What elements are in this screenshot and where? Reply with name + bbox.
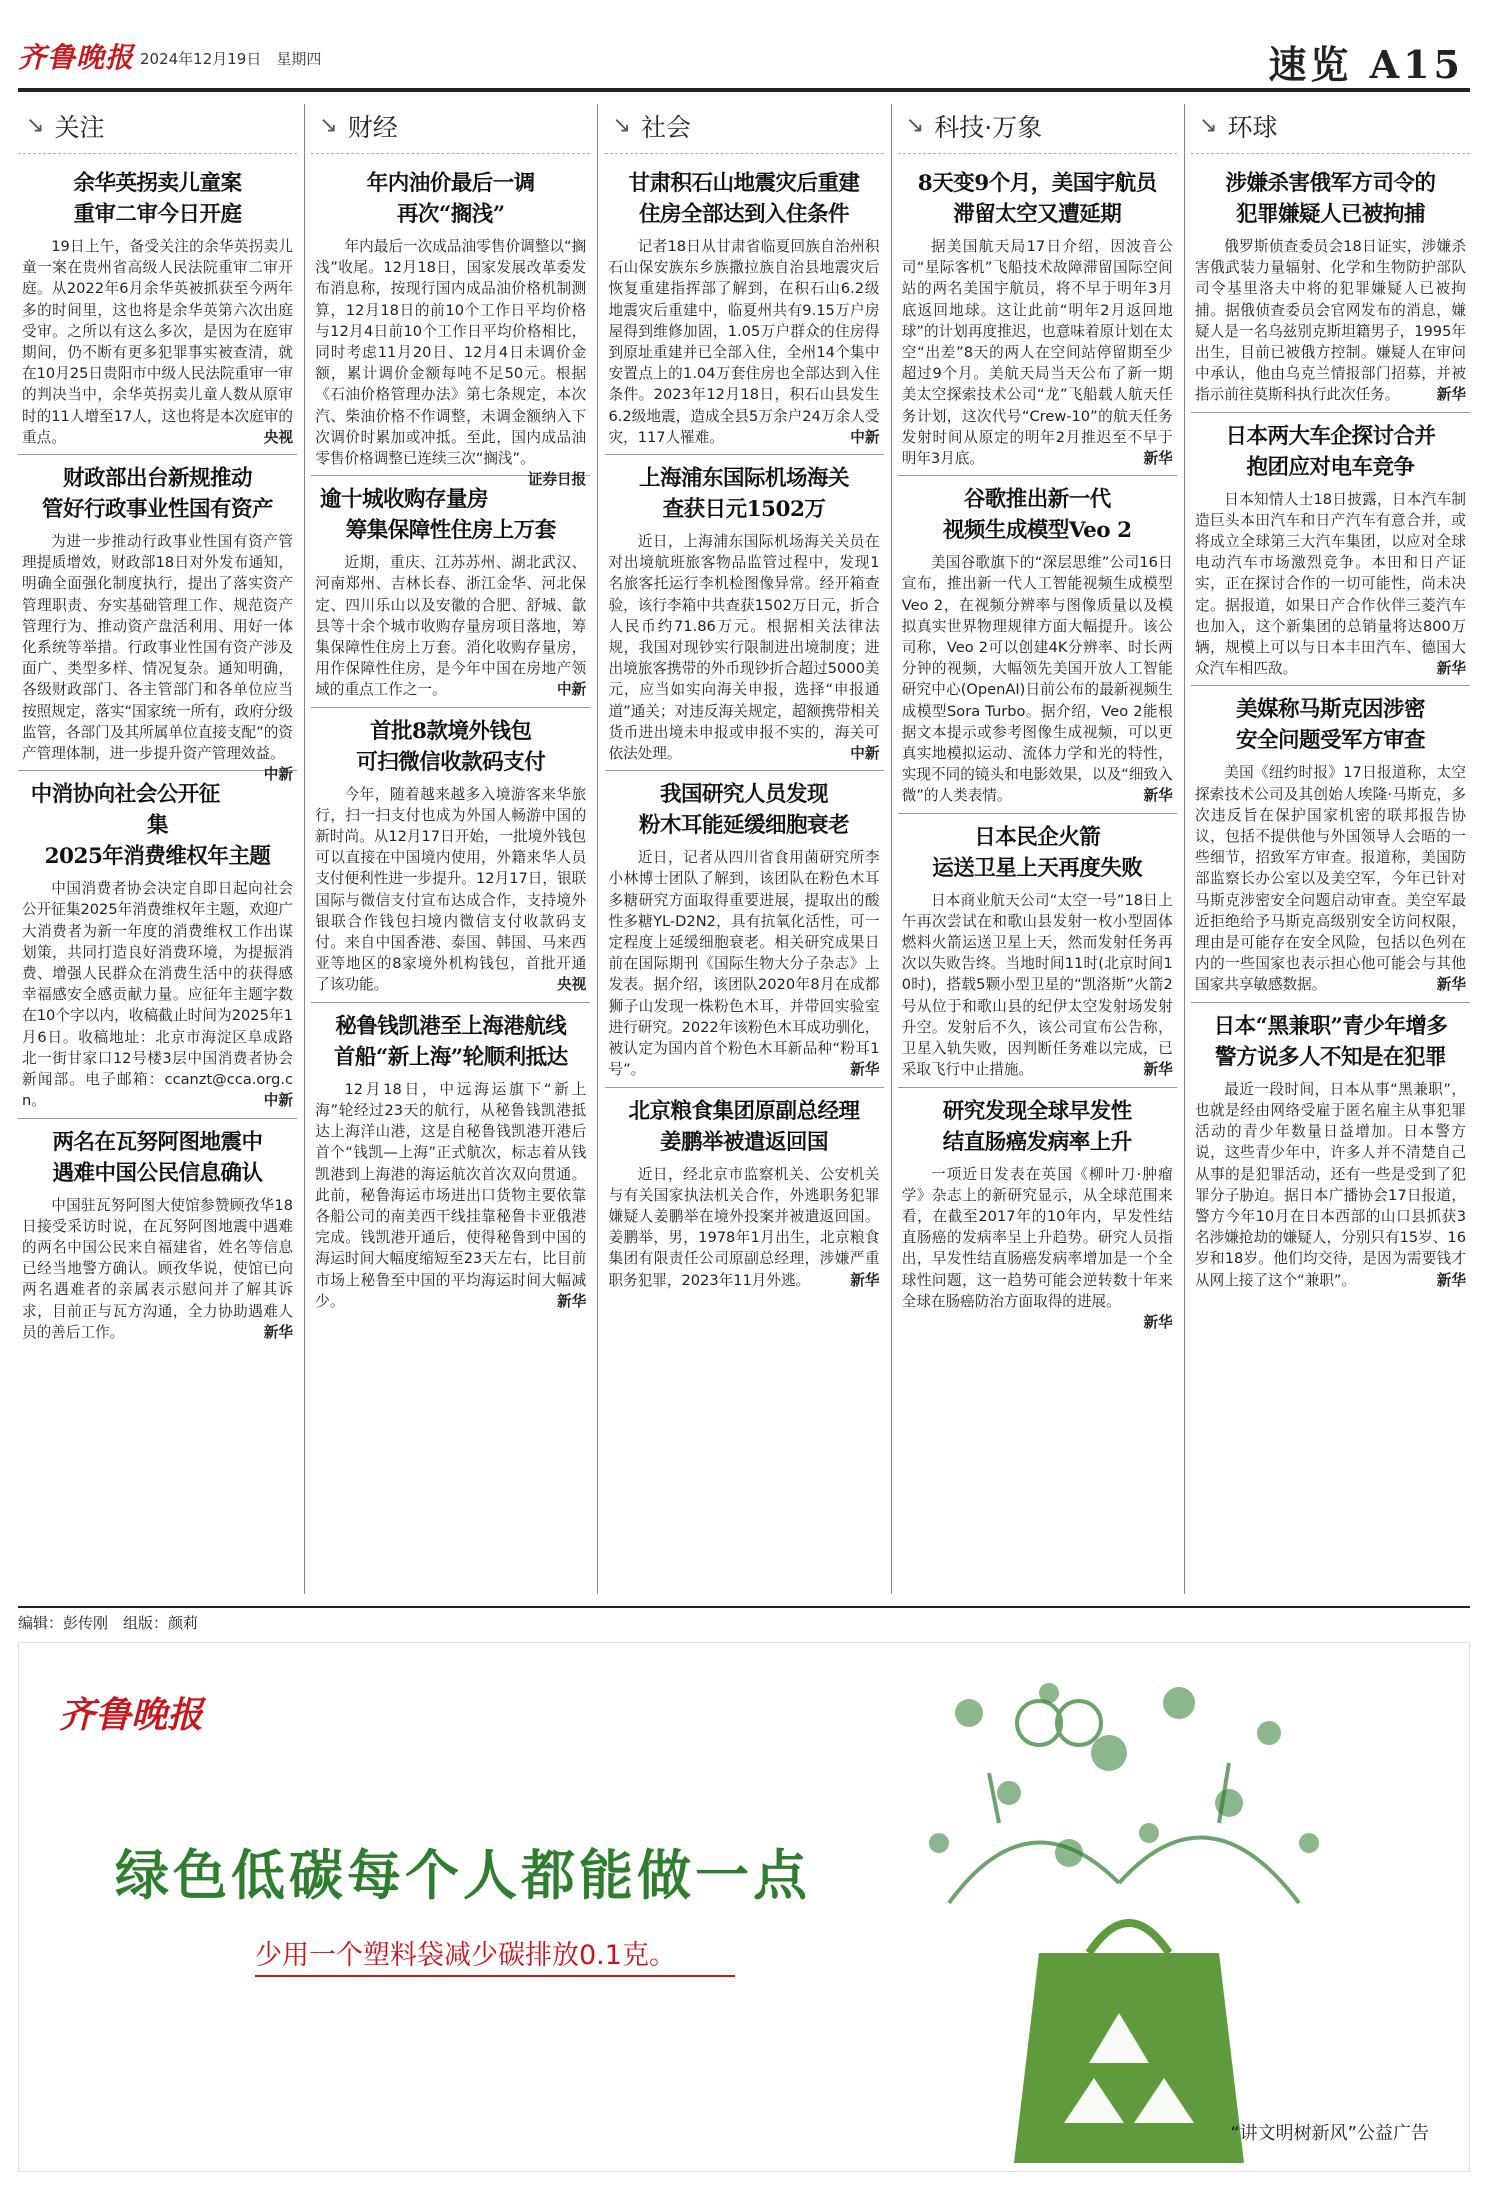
article-headline: 研究发现全球早发性 结直肠癌发病率上升 xyxy=(942,1098,1132,1155)
article xyxy=(1191,160,1470,412)
article-headline: 甘肃积石山地震灾后重建 住房全部达到入住条件 xyxy=(628,171,860,227)
article-body xyxy=(22,531,293,784)
ad-subtitle: 少用一个塑料袋减少碳排放0.1克。 xyxy=(255,1940,676,1971)
article xyxy=(898,813,1177,1087)
ad-headline: 绿色低碳每个人都能做一点 xyxy=(115,1844,811,1907)
article-source: 新华 xyxy=(850,1271,880,1289)
arrow-icon: ↘ xyxy=(1199,113,1218,138)
arrow-icon: ↘ xyxy=(612,113,631,138)
article-text: 近日，记者从四川省食用菌研究所李小林博士团队了解到，该团队在粉色木耳多糖研究方面取得重要进展，提取出的酸性多糖YL-D2N2，具有抗氧化活性，可一定程度上延缓细胞衰老。相关研究成果日前在国际期刊《国际生物大分子杂志》上发表。据介绍，该团队2020年8月在成都狮子山发现一株粉色木耳，并带回实验室进行研究。2022年该粉色木耳成功驯化，被认定为国内首个粉色木耳新品种“粉耳1号”。 xyxy=(608,849,880,1079)
column-title: 社会 xyxy=(640,112,691,142)
article-body xyxy=(22,1195,293,1343)
article-body xyxy=(902,236,1173,469)
article xyxy=(311,1002,590,1318)
article-text: 最近一段时间，日本从事“黑兼职”，也就是经由网络受雇于匿名雇主从事犯罪活动的青少年数量日益增加。日本警方说，这些青少年中，许多人并不清楚自己从事的是犯罪活动，还有一些是受到了犯罪分子胁迫。据日本广播协会17日报道，警方今年10月在日本西部的山口县抓获3名涉嫌抢劫的嫌疑人，分别只有15岁、16岁和18岁。他们均交待，是因为需要钱才从网上接了这个“兼职”。 xyxy=(1195,1080,1466,1289)
article-text: 美国谷歌旗下的“深层思维”公司16日宣布，推出新一代人工智能视频生成模型Veo 2，在视频分辨率与图像质量以及模拟真实世界物理规律方面大幅提升。该公司称，Veo 2可以创建4K分辨率、时长两分钟的视频，大幅领先美国开放人工智能研究中心(OpenAI)日前公布的最新视频生成模型Sora Turbo。据介绍，Veo 2能根据文本提示或参考图像生成视频，可以更真实地模拟运动、流体力学和光的特性，实现不同的镜头和电影效果，以及“细致入微”的人类表情。 xyxy=(901,554,1173,805)
article-source: 新华 xyxy=(1436,386,1466,404)
column-title: 科技·万象 xyxy=(934,112,1043,142)
article xyxy=(898,160,1177,475)
article-headline: 8天变9个月，美国宇航员 滞留太空又遭延期 xyxy=(917,171,1157,227)
ad-footnote: “讲文明树新风”公益广告 xyxy=(1230,2123,1429,2144)
article-headline: 日本“黑兼职”青少年增多 警方说多人不知是在犯罪 xyxy=(1213,1013,1448,1070)
article-body xyxy=(609,236,880,448)
column-divider xyxy=(891,104,892,1594)
article-text: 为进一步推动行政事业性国有资产管理提质增效，财政部18日对外发布通知，明确全面强化制度执行，提出了落实资产管理职责、夯实基础管理工作、规范资产管理行为、推动资产盘活利用、用好一体化系统等举措。行政事业性国有资产涉及面广、类型多样、情况复杂。通知明确，各级财政部门、各主管部门和各单位应当按照规定，落实“国家统一所有，政府分级监管，各部门及其所属单位直接支配”的资产管理体制，进一步提升资产管理效益。 xyxy=(22,533,293,763)
article-body xyxy=(609,1164,880,1291)
arrow-icon: ↘ xyxy=(905,113,925,138)
article-body xyxy=(22,878,293,1111)
article-source: 新华 xyxy=(557,1292,587,1310)
ad-logo: 齐鲁晚报 xyxy=(59,1694,204,1736)
arrow-icon: ↘ xyxy=(26,113,45,138)
footer-rule xyxy=(18,1606,1470,1608)
article-headline: 谷歌推出新一代 视频生成模型Veo 2 xyxy=(942,487,1132,544)
column-header xyxy=(605,98,884,154)
article-source: 中新 xyxy=(263,1092,293,1110)
article-text: 日本知情人士18日披露，日本汽车制造巨头本田汽车和日产汽车有意合并，或将成立全球第三大汽车集团，以应对全球电动汽车市场激烈竞争。本田和日产证实，正在探讨合作的一切可能性，尚未决定。据报道，如果日产合作伙伴三菱汽车也加入，这个新集团的总销量将达800万辆，规模上可以与日本丰田汽车、德国大众汽车相匹敌。 xyxy=(1195,490,1466,678)
article-source: 新华 xyxy=(1436,1271,1466,1289)
article-source: 中新 xyxy=(263,766,293,784)
article-text: 近日，上海浦东国际机场海关关员在对出境航班旅客物品监管过程中，发现1名旅客托运行李机检图像异常。经开箱查验，该行李箱中共查获1502万日元，折合人民币约71.86万元。根据相关法律法规，我国对现钞实行限制进出境制度；进出境旅客携带的外币现钞折合超过5000美元，应当如实向海关申报，选择“申报通道”通关；对违反海关规定，超额携带相关货币进出境未申报或申报不实的，海关可依法处理。 xyxy=(608,533,880,763)
public-service-ad xyxy=(18,1642,1470,2172)
article-headline: 财政部出台新规推动 管好行政事业性国有资产 xyxy=(41,466,273,523)
article-headline: 中消协向社会公开征集 2025年消费维权年主题 xyxy=(30,782,271,870)
article-source: 新华 xyxy=(1143,450,1173,468)
article-headline: 秘鲁钱凯港至上海港航线 首船“新上海”轮顺利抵达 xyxy=(333,1013,568,1070)
article-headline: 逾十城收购存量房 筹集保障性住房上万套 xyxy=(319,487,556,544)
article-source: 新华 xyxy=(263,1323,293,1341)
column-header xyxy=(1191,98,1470,154)
article xyxy=(311,475,590,706)
article-headline: 日本两大车企探讨合并 抱团应对电车竞争 xyxy=(1225,423,1436,480)
article xyxy=(18,1118,297,1349)
article xyxy=(18,454,297,784)
article-text: 近期，重庆、江苏苏州、湖北武汉、河南郑州、吉林长春、浙江金华、河北保定、四川乐山以及安徽的合肥、舒城、歙县等十余个城市收购存量房项目落地，筹集保障性住房上万套。消化收购存量房，用作保障性住房，是今年中国在房地产领域的重点工作之一。 xyxy=(315,554,587,699)
article-source: 央视 xyxy=(557,976,587,994)
article xyxy=(1191,685,1470,1001)
article xyxy=(605,1087,884,1297)
article xyxy=(605,454,884,770)
article-text: 据美国航天局17日介绍，因波音公司“星际客机”飞船技术故障滞留国际空间站的两名美国宇航员，将不早于明年3月底返回地球。这让此前“明年2月返回地球”的计划再度推迟，也意味着原计划在太空“出差”8天的两人在空间站停留期至少超过9个月。美航天局当天公布了新一期美太空探索技术公司“龙”飞船载人航天任务计划，这次代号“Crew-10”的航天任务发射时间从原定的明年2月推迟至不早于明年3月底。 xyxy=(901,238,1173,468)
article-source: 新华 xyxy=(1143,787,1173,805)
article-headline: 涉嫌杀害俄军方司令的 犯罪嫌疑人已被拘捕 xyxy=(1225,171,1436,227)
article-source: 新华 xyxy=(1436,660,1466,678)
article-source: 证券日报 xyxy=(527,471,587,489)
article-text: 年内最后一次成品油零售价调整以“搁浅”收尾。12月18日，国家发展改革委发布消息称，按现行国内成品油价格机制测算，12月18日的前10个工作日平均价格与12月4日前10个工作日平均价格相比，同时考虑11月20日、12月4日未调价金额，累计调价金额每吨不足50元。根据《石油价格管理办法》第七条规定，本次汽、柴油价格不作调整，未调金额纳入下次调价时累加或冲抵。至此，国内成品油零售价格调整已连续三次“搁浅”。 xyxy=(315,238,587,468)
article-body xyxy=(1195,762,1466,995)
article-body xyxy=(315,552,586,700)
article-source: 中新 xyxy=(850,428,880,446)
article-body xyxy=(902,552,1173,806)
newspaper-logo: 齐鲁晚报 xyxy=(18,41,135,74)
article xyxy=(605,160,884,454)
column-divider xyxy=(304,104,305,1594)
issue-date: 2024年12月19日 星期四 xyxy=(140,50,322,68)
article xyxy=(311,707,590,1002)
editor-credit: 编辑：彭传刚 组版：颜莉 xyxy=(18,1614,199,1632)
column-divider xyxy=(597,104,598,1594)
column-title: 财经 xyxy=(347,112,398,142)
article xyxy=(18,770,297,1117)
article-headline: 我国研究人员发现 粉木耳能延缓细胞衰老 xyxy=(638,782,849,839)
article-headline: 余华英拐卖儿童案 重审二审今日开庭 xyxy=(73,171,242,227)
news-column xyxy=(311,98,590,1596)
article-body xyxy=(902,890,1173,1081)
article-headline: 两名在瓦努阿图地震中 遇难中国公民信息确认 xyxy=(52,1129,263,1186)
article-body xyxy=(315,236,587,489)
news-column xyxy=(1191,98,1470,1596)
news-column xyxy=(18,98,297,1596)
news-column xyxy=(898,98,1177,1596)
article-headline: 首批8款境外钱包 可扫微信收款码支付 xyxy=(356,718,546,775)
ad-subtitle-underline xyxy=(255,1975,735,1977)
article-text: 19日上午，备受关注的余华英拐卖儿童一案在贵州省高级人民法院重审二审开庭。从2022年6月余华英被抓获至今两年多的时间里，这也将是余华英第六次出庭受审。之所以有这么多次，是因为在庭审期间，仍不断有更多犯罪事实被查清，就在10月25日贵阳市中级人民法院重审一审的判决当中，余华英拐卖儿童人数从原审时的11人增至17人，这也将是本次庭审的重点。 xyxy=(22,238,293,446)
article-text: 中国消费者协会决定自即日起向社会公开征集2025年消费维权年主题，欢迎广大消费者为新一年度的消费维权工作出谋划策，共同打造良好消费环境，为提振消费、增强人民群众在消费生活中的获得感幸福感安全感贡献力量。应征年主题字数在10个字以内，收稿截止时间为2025年1月6日。收稿地址：北京市海淀区阜成路北一街甘家口12号楼3层中国消费者协会新闻部。电子邮箱：ccanzt@cca.org.cn。 xyxy=(22,880,293,1110)
news-column xyxy=(605,98,884,1596)
article-text: 12月18日，中远海运旗下“新上海”轮经过23天的航行，从秘鲁钱凯港抵达上海洋山港，这是自秘鲁钱凯港开港后首个“钱凯—上海”正式航次，标志着从钱凯港到上海港的海运航次首次双向贯通。此前，秘鲁海运市场进出口货物主要依靠各船公司的南美西干线挂靠秘鲁卡亚俄港完成。钱凯港开通后，使得秘鲁到中国的海运时间大幅度缩短至23天左右，比目前市场上秘鲁至中国的平均海运时间大幅减少。 xyxy=(315,1080,587,1310)
article-source: 新华 xyxy=(1143,1061,1173,1079)
page-section-label: 速览 A15 xyxy=(1268,42,1464,87)
article-text: 近日，经北京市监察机关、公安机关与有关国家执法机关合作，外逃职务犯罪嫌疑人姜鹏举在境外投案并被遣返回国。姜鹏举，男，1978年1月出生，北京粮食集团有限责任公司原副总经理，涉嫌严重职务犯罪，2023年11月外逃。 xyxy=(608,1165,880,1289)
article xyxy=(1191,1002,1470,1297)
article-text: 俄罗斯侦查委员会18日证实，涉嫌杀害俄武装力量辐射、化学和生物防护部队司令基里洛夫中将的犯罪嫌疑人已被拘捕。据俄侦查委员会官网发布的消息，嫌疑人是一名乌兹别克斯坦籍男子，1995年出生，目前已被俄方控制。嫌疑人在审问中承认，他由乌克兰情报部门招募，并被指示前往莫斯科执行此次任务。 xyxy=(1195,238,1466,404)
article-source: 中新 xyxy=(557,681,587,699)
column-title: 环球 xyxy=(1227,112,1278,142)
article-source: 央视 xyxy=(263,428,293,446)
article xyxy=(311,160,590,489)
column-header xyxy=(18,98,297,154)
column-header xyxy=(898,98,1177,154)
masthead-rule xyxy=(18,88,1470,92)
article-source: 新华 xyxy=(1436,976,1466,994)
article-body xyxy=(22,236,293,448)
article-headline: 北京粮食集团原副总经理 姜鹏举被遣返回国 xyxy=(628,1098,860,1155)
article xyxy=(1191,412,1470,686)
recycle-bag-illustration xyxy=(849,1653,1389,2172)
article-body xyxy=(315,1079,586,1312)
article-text: 一项近日发表在英国《柳叶刀·肿瘤学》杂志上的新研究显示，从全球范围来看，在截至2017年的10年内，早发性结直肠癌的发病率呈上升趋势。研究人员指出，早发性结直肠癌发病率增加是一个全球性问题，这一趋势可能会逆转数十年来全球在肠癌防治方面取得的进展。 xyxy=(901,1165,1173,1310)
article-body xyxy=(315,784,586,996)
article-text: 中国驻瓦努阿图大使馆参赞顾孜华18日接受采访时说，在瓦努阿图地震中遇难的两名中国公民来自福建省，姓名等信息已经当地警方确认。顾孜华说，使馆已向两名遇难者的亲属表示慰问并了解其诉求，目前正与瓦方沟通，全力协助遇难人员的善后工作。 xyxy=(22,1196,293,1341)
article-headline: 年内油价最后一调 再次“搁浅” xyxy=(366,171,535,227)
article-text: 日本商业航天公司“太空一号”18日上午再次尝试在和歌山县发射一枚小型固体燃料火箭运送卫星上天，然而发射任务再次以失败告终。当地时间11时(北京时间10时)，搭载5颗小型卫星的“凯洛斯”火箭2号从位于和歌山县的纪伊太空发射场发射升空。发射后不久，该公司宣布公告称，卫星入轨失败，因判断任务难以完成，已采取飞行中止措施。 xyxy=(901,891,1173,1079)
article-body xyxy=(1195,236,1466,406)
article-body xyxy=(1195,489,1466,680)
article-text: 美国《纽约时报》17日报道称，太空探索技术公司及其创始人埃隆·马斯克，多次违反旨在保护国家机密的联邦报告协议，包括不提供他与外国领导人会晤的一些细节，招致军方审查。报道称，美国防部监察长办公室以及美空军，今年已针对马斯克涉密安全问题启动审查。美空军最近拒绝给予马斯克高级别安全访问权限，理由是可能存在安全风险，包括以色列在内的一些国家也表示担心他可能会与其他国家共享敏感数据。 xyxy=(1195,764,1466,994)
article-body xyxy=(609,531,880,764)
column-divider xyxy=(1184,104,1185,1594)
article-source: 新华 xyxy=(850,1061,880,1079)
article-headline: 上海浦东国际机场海关 查获日元1502万 xyxy=(638,466,849,523)
article xyxy=(898,475,1177,812)
article-text: 今年，随着越来越多入境游客来华旅行，扫一扫支付也成为外国人畅游中国的新时尚。从12月17日开始，一批境外钱包可以直接在中国境内使用，外籍来华人员支付便利性进一步提升。12月17日，银联国际与微信支付宣布达成合作，支持境外银联合作钱包扫境内微信支付收款码支付。来自中国香港、泰国、韩国、马来西亚等地区的8家境外机构钱包，首批开通了该功能。 xyxy=(315,785,587,994)
article-text: 记者18日从甘肃省临夏回族自治州积石山保安族东乡族撒拉族自治县地震灾后恢复重建指挥部了解到，在积石山6.2级地震灾后重建中，临夏州共有9.15万户房屋得到维修加固，1.05万户群众的住房得到原址重建并已全部入住，全州14个集中安置点上的1.04万套住房也全部达到入住条件。2023年12月18日，积石山县发生6.2级地震，造成全县5万余户24万余人受灾，117人罹难。 xyxy=(608,238,880,446)
arrow-icon: ↘ xyxy=(319,113,338,138)
article-source: 中新 xyxy=(850,745,880,763)
article xyxy=(898,1087,1177,1331)
news-columns xyxy=(18,98,1470,1596)
article-headline: 美媒称马斯克因涉密 安全问题受军方审查 xyxy=(1235,697,1425,754)
article xyxy=(605,770,884,1086)
article-headline: 日本民企火箭 运送卫星上天再度失败 xyxy=(932,824,1143,881)
column-header xyxy=(311,98,590,154)
article-body xyxy=(901,1164,1173,1331)
column-title: 关注 xyxy=(54,112,105,142)
article xyxy=(18,160,297,454)
article-body xyxy=(1195,1079,1466,1291)
article-body xyxy=(609,847,880,1080)
masthead xyxy=(18,0,1470,92)
article-source: 新华 xyxy=(1143,1313,1173,1331)
